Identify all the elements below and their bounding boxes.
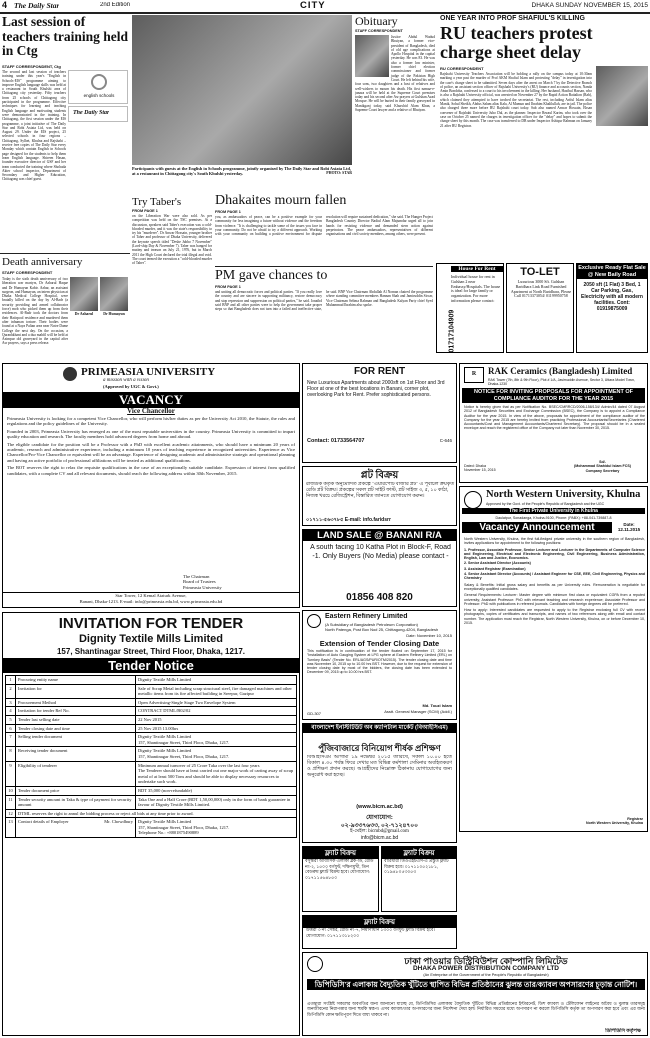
primeasia-vacancy: VACANCY [3,392,299,408]
tender-row-no: 9 [6,761,16,786]
bicm-web: (www.bicm.ac.bd) [356,804,403,810]
banani-land-body: A south facing 10 Katha Plot in Block-F, Road -1. Only Buyers (No Media) please contact - [310,544,451,560]
tender-row [6,786,297,795]
page-header [0,0,650,12]
nwu-salary: Salary & Benefits: Initial gross salary and benefits as per University rules. Remuneration is negotiable for exceptionally qualified candidates. [464,582,645,591]
primeasia-tagline: a mission with a vision [103,378,149,383]
erl-subtitle: (A Subsidiary of Bangladesh Petroleum Corporation) [325,622,418,627]
tender-row [6,707,297,716]
primeasia-position: Vice Chancellor [127,407,175,415]
tender-row-value: Minimum annual turnover of 25 Crore Taka over the last four years The Tenderer should have at least carried out one major work of carting away of scrap metal of at least 500 Tons and should be able to display necessary resources to undertake such work. [136,761,297,786]
tender-row-value: 22 Nov 2015 [136,715,297,724]
header-rule [0,12,650,14]
plot-sale-body: রাজউক কর্তৃক অনুমোদিত প্রকল্পে "এয়ারপোর্ট বাজার প্লট" এ পূর্বাচল ক্রয়কৃত রেডি প্লট বিক্রয়। প্রকল্পের সকল প্লট সাইট ফাস্ট, প্লট সাইজ ৩, ৫, ১০ কাঠা, নিজস্ব খরচে রেজিস্ট্রেশন, বিস্তারিত জানতে যোগাযোগ করুন। [306,482,455,499]
primeasia-para1: Primeasia University is looking for a competent Vice Chancellor, who will perform his/her duties as per the University Act 2010, the Statute, the rules and regulations and the policy guidelines of the University. [7,416,295,427]
tender-row-label [16,818,136,838]
primeasia-para2: Founded in 2003, Primeasia University has emerged as one of the most reputable universities in the country. Primeasia University is committed to impart quality education and research. The faculty members hold advanced degrees from home and abroad. [7,428,295,440]
erl-signer-title: Asstt. General Manager (SCM) (Addl.) [384,709,452,714]
frompage-dhakaites: FROM PAGE 1 [215,210,241,214]
nwu-logo-icon [464,491,482,509]
ad-house-for-rent [436,263,504,353]
tender-row-value: Dignity Textile Mills Limited [136,676,297,685]
tender-row-no: 12 [6,809,16,818]
exclusive-flat-title: Exclusive Ready Flat Sale @ New Baily Road [578,265,646,278]
primeasia-para4: The BOT reserves the right to relax the requisite qualifications in the case of an exceptionally suitable candidate. Expression of interest from qualified candidates, with a complete CV and all relevant documents, should reach the following address within 30th November, 2015. [7,465,295,476]
erl-date: Date: November 10, 2015 [406,633,452,638]
primeasia-body [7,416,295,576]
body-ru-teachers [440,72,648,262]
tender-row-no: 2 [6,684,16,698]
flat-sale-2-body: বারিধারা ডিওএইচএস-এ প্রস্তুত ফ্ল্যাট বিক্রয় হবে। ০১৭১১০৫২১৮১, ০১৯৪৮০৫৩০৫৩ [384,858,449,874]
tender-row-no: 6 [6,724,16,733]
flat-sale-2-title: ফ্ল্যাট বিক্রয় [382,847,456,859]
nwu-item4: 4. Senior Assistant Director (Accounts) / Assistant Engineer for CSE, EEE, Civil Engineering, Physics and Chemistry [464,572,645,581]
daily-star-logo-text: The Daily Star [73,110,110,116]
tender-company: Dignity Textile Mills Limited [78,633,224,645]
tender-row-value: Dignity Textile Mills Limited 157, Shantinagar Street, Third Floor, Dhaka, 1217. [136,733,297,747]
erl-address: North Patenga, Post Box No# 25, Chittagong-4204, Bangladesh [325,627,439,632]
frompage-try-tabers: FROM PAGE 1 [132,209,158,213]
bicm-contact-heading: যোগাযোগ: [366,815,393,821]
tender-row-label: Invitation for tender Ref No. [16,707,136,716]
headline-ru-teachers: RU teachers protest charge sheet delay [440,24,593,62]
tender-row [6,733,297,747]
ad-bicm [302,723,457,843]
tender-row-value: Open Advertising-Single Stage Two Envelope System [136,698,297,707]
primeasia-para3: The eligible candidate for the position will be a Professor with a PhD with excellent academic attainments, who should have a minimum 20 years of academic, research and administrative experience, including a minimum 10 years of teaching experience in recognized universities. Experience as Vice Chancellor/Pro-Vice Chancellor or equivalent will be an advantage. Experience of designing academic and administrative strategic and operational planning and having an active portfolio of professional affiliations will be treated as additional qualifications. [7,441,295,463]
byline-ru-teachers: RU CORRESPONDENT [440,66,484,71]
dpdc-title-en: DHAKA POWER DISTRIBUTION COMPANY LTD [412,965,559,972]
erl-company: Eastern Refinery Limited [325,613,408,620]
body-obituary [355,35,435,185]
frompage-pm-gave: FROM PAGE 1 [215,285,241,289]
banani-land-title: LAND SALE @ BANANI R/A [303,530,456,541]
plot-sale-title: প্লট বিক্রয় [360,470,399,481]
obituary-text: Justice Abdul Wadud Bhuiyan, a former vice-president of Bangladesh, died of old age complications at Apollo Hospital in the capital yesterday. He was 83. He was also a former law minister, former chief election commissioner and former judge of the Pakistan High Court. He left behind his wife, four sons, two daughters and a host of relatives and well-wishers to mourn his death. His first namaz-e-janaza will be held at the Supreme Court premises today and his second after Asr prayers at Gulshan Azad Mosque. He will be buried in their family graveyard in Manikganj today, said Khurshid Alam Khan, a Supreme Court lawyer and a relative of Bhuiyan. [355,35,435,113]
english-schools-logo [68,70,128,104]
tender-row-label: DTML reserves the right to annul the bidding process or reject all bids at any time prior to award. [16,809,297,818]
tender-row [6,809,297,818]
section-title: CITY [300,0,326,11]
bicm-phone: ০২-৯৩৩৭৬৩৩, ০২-৭১২৪৭০০ [340,823,419,829]
byline-death: STAFF CORRESPONDENT [2,270,53,275]
tender-table [5,675,297,838]
tender-row [6,795,297,809]
dpdc-title-bn: ঢাকা পাওয়ার ডিস্ট্রিবিউশন কোম্পানি লিমিটেড [404,956,568,966]
tender-row [6,761,297,786]
body-death: Today is the sixth death anniversary of two liberation war martyrs, Dr Azharul Haque and Dr Humayun Kabir. Azhar, an assistant surgeon, and Humayun, an intern physician at Dhaka Medical College Hospital, were brutally killed on the day by Al-Badr (a security providing and armed collaborator force) mob who picked them up from their residences. Al-Badr took the doctors from their Hatirpool residence and murdered them after inhuman torture. Their bodies were found at a Naya Paltan area near Notre Dame College the next day. On the occasion, a Quranhkhani and a dua mahfil will be held at Azimpur old graveyard in the capital after Asr prayers, says a press release. [2,277,68,346]
ad-exclusive-flat [576,263,648,353]
tender-row-label-text: Contact details of Employer [18,819,69,825]
tender-row-value: CONTRACT DTML/B02/02 [136,707,297,716]
byline-english-schools: STAFF CORRESPONDENT, Ctg [2,64,61,69]
for-rent-code: C-646 [439,438,452,443]
ru-teachers-text: Rajshahi University Teachers Association will be holding a rally on the campus today at 10:30am marking a year past the murder of Prof AKM Shafiul Islam and protesting "delay" in investigation into the case's charge sheet to be submitted. Seven days after the arrest on March 7 by the Detective Branch of police, an assistant section officer of Rajshahi University's (RU) finance and accounts section, Nanda Amin Bondoba, confessed to a court to his involvement in the killing. Her husband, Hasibul Hassan, who is also a Rajshahi University official, was arrested on November 27 by the Rapid Action Battalion (Rab), which claimed they attempted to have torched the secretariat. The rest, including Ariful Islam alias Manik, Sohul Sheikh, Abdus Salam alias Kala, Al Mamun and Ibrahim Khalilullah, are in jail. The police also charged three more before RU Rajshahi court today. Sub also named Anwar Hossain, Ehsan convener of Rajshahi University Jubo Dal, as the planner. Inspector Rezaul Karim, who took over the case on October 25 named the charges in investigation officer for the "delay" and hopes to submit the charge sheet by this month. The case was transferred to DB under Inspector Ashiqur Rahman on January 21 after RU Registrar. [440,72,592,128]
nwu-general: General Requirements: Lecturer: Master degree with minimum first class or equivalent CGPA from a reputed university; Assistant Professor: PhD with relevant teaching and research experience; Associate Professor and Professor: PhD with publications in refereed journals. Candidates with foreign degrees will be preferred. [464,593,645,606]
ad-flat-sale-1 [302,846,379,912]
erl-signer: Md. Touzi Islam [422,703,452,708]
rak-body: Notice is hereby given that as per Notification No. BSEC/CMRRCD/2006-158/134/ Admin/44 dated 07 August 2012 of Bangladesh Securities and Exchange Commission (BSEC), the Company is to appoint a Compliance Auditor for the year 2015. In view of the above, proposals for appointment of the compliance auditor of the Company for the year 2015 are hereby invited from practicing Professional Accountants/Secretaries (Chartered Accountants/Cost and Management Accountants/Chartered Secretary). The proposal should be in a sealed envelope and reach the registered office of the Company not later than November 30, 2015. [464,405,645,431]
rak-address: RAK Tower (7th, 8th & 9th Floor), Plot # 1/A, Jasimuddin Avenue, Sector 3, Uttara Model Town, Dhaka-1230 [488,378,635,386]
tender-row-no: 13 [6,818,16,838]
rak-signer: Sd/- (Mohammad Shahidul Islam FCS) Company Secretary [574,460,631,473]
tender-row-label: Tender closing date and time [16,724,136,733]
house-rent-title: House For Rent [451,266,503,272]
tender-row [6,684,297,698]
body-pm-gave: and uniting all democratic forces and political parties. "If you really love the country and are sincere in supporting militancy, restore democracy and stop repression and suppression on political parties," he said. Jonaibd said BNP and all other parties were to help the government take proper steps so that Bangladesh does not turn into a failed and ineffective state, he said. BNP Vice Chairman Abdullah Al Noman chaired the programme where standing committee members Hannan Shah and Jamiruddin Sircar, Vice Chairman Selima Rahman and Bangladesh Kalyan Party chief Syed Muhammad Ibrahim also spoke. [215,290,433,312]
tender-row-label: Eligibility of tenderer [16,761,136,786]
caption-text: Participants with guests at the English in Schools programme, jointly organised by The Daily Star and Robi Axiata Ltd, at a restaurant in Chittagong city's South Khulshi yesterday. [132,166,351,177]
ad-to-let [506,263,574,353]
tender-row-value: BDT 35,000 (non-refundable) [136,786,297,795]
tender-row [6,818,297,838]
tender-row-value: Taka One and a Half Crore (BDT 1,50,00,000) only in the form of bank guarantee in favour of Dignity Textile Mills Limited. [136,795,297,809]
headline-dhakaites: Dhakaites mourn fallen [215,193,347,208]
nwu-approval: Approved by the Govt. of the People's Republic of Bangladesh and the UGC [486,502,605,506]
dpdc-headline: ডিপিডিসি'র এলাকায় বৈদ্যুতিক খুঁটিতে স্থাপিত বিভিন্ন প্রতিষ্ঠানের ঝুলন্ত তার/ক্যাবল অপসারণের চূড়ান্ত নোটিশ। [307,979,645,990]
dateline: DHAKA SUNDAY NOVEMBER 15, 2015 [531,2,648,9]
headline-try-tabers: Try Taber's [132,196,182,208]
banani-land-phone: 01856 408 820 [346,592,413,603]
bicm-email2: info@bicm.ac.bd [360,835,399,841]
tender-row-value: Dignity Textile Mills Limited 157, Shantinagar Street, Third Floor, Dhaka, 1217. [136,747,297,761]
ad-plot-sale [302,466,457,526]
tender-row-no: 5 [6,715,16,724]
for-rent-contact: Contact: 01733564707 [307,438,365,444]
nwu-intro: North Western University, Khulna, the first full-fledged private university in the southern region of Bangladesh, invites applications for appointment to the following positions: [464,537,645,546]
nwu-name: North Western University, Khulna [486,489,641,500]
bicm-email: ই-মেইল: bicmbd@gmail.com [350,829,409,834]
nwu-item2: 2. Senior Assistant Director (Accounts) [464,561,531,566]
edition-label: 2nd Edition [100,2,131,8]
logo-text: english schools [83,93,115,98]
tender-row-label: Tender last selling date [16,715,136,724]
house-rent-body: Individual house for rent in Gulshan 2 near Embassy/Hospitals. The house is ideal for large family or organization. For more information please contact: [451,275,501,303]
nwu-heading: Vacancy Announcement [462,522,612,533]
tender-contact-person: Mr. Chowdhury [104,819,133,825]
tender-title: INVITATION FOR TENDER [58,615,244,632]
for-rent-body: New Luxurious Apartments about 2000sft on 1st Floor and 3rd Floor at one of the best locations in Banani, corner plot, overlooking Park for Rent. Prefer sophisticated persons. [307,380,445,398]
nwu-address: Daulatpur, Sonadanga, Khulna-9100, Phone: (PABX): +88-041-739887-8 [495,516,612,520]
body-english-schools: The second and last session of teachers training under this year's "English in Schools-EIS" programme aiming to improve English language skills was held at a restaurant in South Khulshi area of Chittagong city yesterday. Fifty teachers from 25 schools of Chittagong city participated in the programme. Effective techniques for learning and teaching English language and motivating students were demonstrated in the training. In Chittagong, the first session under the EIS programme, a joint initiative of The Daily Star and Robi Axiata Ltd, was held on August 29. Under the EIS project, 25 selected schools in four regions – Chittagong, Sylhet, Khulna and Rajshahi – receive free copies of The Daily Star every Monday which contain English in Schools page designed for the students to help them learn English language. Shireen Hasan, founder executive director of GSF and her team conducted the training where Shohada Akter school inspector, Department of Secondary and Higher Education, Chittagong was chief guest. [2,70,66,182]
ad-flat-sale-2 [381,846,457,912]
bicm-subtitle: পুঁজিবাজারে বিনিয়োগ শীর্ষক প্রশিক্ষণ [318,743,441,753]
ad-flat-sale-3 [302,915,457,949]
photo-english-schools [132,15,352,165]
tender-row-label: Procuring entity name [16,676,136,685]
primeasia-footer: Star Tower, 12 Kemal Ataturk Avenue, [3,592,299,598]
tender-row-no: 1 [6,676,16,685]
primeasia-logo-icon [63,367,77,381]
primeasia-name: PRIMEASIA UNIVERSITY [81,366,216,378]
bicm-body: বিআইসিএম আগামী ১৯ নভেম্বর ২০১৫ তারিখে, সকাল ১০.০০ হতে বিকাল ৪.৩০ পর্যন্ত ফিরে দেখার মত বিভিন্ন কর্মশালা সেমিনার অবহিতকরণ ও প্রশিক্ষণ প্রদান করছে। আগ্রহীদের নিম্নোক্ত ঠিকানায় যোগাযোগের জন্য অনুরোধ করা হচ্ছে। [307,755,452,778]
tender-row-no: 8 [6,747,16,761]
primeasia-signoff: The Chairman Board of Trustees Primeasia University [183,574,222,590]
tender-row-no: 11 [6,795,16,809]
english-schools-icon [91,74,107,90]
nwu-item1: 1. Professor, Associate Professor, Senior Lecturer and Lecturer in the Departments of Computer Science and Engineering, Electrical and Electronic Engineering, Civil Engineering, Business Administration, English, Law and Justice, Economics. [464,547,645,561]
photo-dr-humayun [100,277,128,311]
flat-sale-1-title: ফ্ল্যাট বিক্রয় [303,847,378,859]
byline-obituary: STAFF CORRESPONDENT [355,29,403,33]
body-try-tabers: on the Liberation War were also sold. As per competition was held on the TSC premises. At a discussion, speakers said Taber's execution was a cold-blooded murder, and it was the state's responsibility to try his "murderer". Dr Anwar Hossain, younger brother of Taher and professor of Dhaka University, delivered the keynote speech titled "Deshe Jubbo 7 November" (Lord-ship Day & November 7). Taher was hanged for mutiny and treason on July 21, 1976, but in March 2011 the High Court declared the trial illegal and void. The court termed the execution a "cold-blooded murder of Taher". [132,214,212,266]
exclusive-flat-body: 2050 sft (1 Flat) 3 Bed, 1 Car Parking, Gas, Electricity with all modern facilities. Cont: 01919875009 [581,282,643,312]
tender-notice-title: Tender Notice [3,658,299,673]
to-let-body: Luxurious 3000 Sft. Gulshan Baridhara Link Road Furnished Apartment at North Baridhara, Please Call 01713373054/ 01199950758 [510,280,572,299]
ad-north-western-university [459,486,648,832]
tender-row-label: Procurement Method [16,698,136,707]
erl-logo-icon [307,614,321,628]
daily-star-logo [68,106,128,122]
rak-logo-icon: R [464,367,484,383]
tender-row-value: Sale of Scrap Metal including scrap structural steel, fire damaged machines and other metallic items from its fire affected building in Sreepur, Gazipur [136,684,297,698]
ad-rak-ceramics [459,363,648,483]
ad-for-rent [302,363,457,463]
primeasia-footer-email: Banani, Dhaka-1213. E-mail: info@primeasia.edu.bd, www.primeasia.edu.bd [79,599,223,604]
erl-body: This notification is in continuation of the tender floated on September 17, 2015 for "Installation of Auto Gauging System at LPG sphere at Eastern Refinery Limited (ERL) on Turnkey Basis" (Tender No. ERL/AGS/PUR/OTM/2015). The tender closing date and time was November 10, 2015 up to 10.00 hrs BST. However, due to the request for extension of tender closing date by most of the bidders, the closing date has been extended to December 09, 2015 up to 10.00 hrs BST. [307,649,452,675]
headline-death-anniversary: Death anniversary [2,256,83,268]
headline-obituary: Obituary [355,15,398,28]
primeasia-approval: (Approved by UGC & Govt.) [103,384,159,389]
headline-english-schools: Last session of teachers training held in Ctg [2,15,128,58]
tender-row-label: Tender document price [16,786,136,795]
house-rent-phone: 01717104909 [448,309,456,353]
photo-credit: PHOTO: STAR [326,171,352,176]
dpdc-signer: ডিপিডিসি কর্তৃপক্ষ [605,1029,641,1034]
page-number: 4 [2,0,8,10]
flat-sale-1-body: বসুন্ধরা আবাসিক এলাকা ব্লক-ডি, রোড নং-২, ১৫০০ বর্গফুট, দক্ষিণমুখী, তিন বেডরুম ফ্ল্যাট বিক্রয় হবে। যোগাযোগ: ০১৭১১৫৬৪৮৫০ [305,858,374,880]
tender-row [6,747,297,761]
rak-date: Dated: Dhaka November 15, 2015 [464,464,496,473]
nwu-date: Date: 12.11.2015 [617,522,641,532]
caption-dr-azharul: Dr Azharul [74,312,94,316]
body-english-schools-cont [68,124,128,252]
tender-row-no: 4 [6,707,16,716]
tender-row [6,676,297,685]
tender-row-label: Receiving tender document [16,747,136,761]
rak-notice-title: NOTICE FOR INVITING PROPOSALS FOR APPOINTMENT OF COMPLIANCE AUDITOR FOR THE YEAR 2015 [462,388,645,403]
ad-dpdc [302,952,648,1036]
paper-name: The Daily Star [14,1,60,10]
rak-company: RAK Ceramics (Bangladesh) Limited [488,366,633,376]
caption-english-schools [132,166,352,186]
nwu-motto: The First Private University in Khulna [462,508,645,514]
ad-eastern-refinery [302,610,457,720]
ad-banani-land [302,529,457,607]
tender-row-no: 10 [6,786,16,795]
flat-sale-3-body: উত্তরা ৩ নং সেক্টর, রোড নং-৭, নির্মাণাধীন ১৩০০ বর্গফুট ফ্ল্যাট বিক্রয় হবে। যোগাযোগ: ০১৭১১৩১৮২০০ [306,927,435,938]
tender-row-label: Tender security amount in Taka & type of payment for security amount [16,795,136,809]
caption-dr-humayun: Dr Humayun [103,312,125,316]
tender-row-label: Selling tender document [16,733,136,747]
dpdc-body: এতদ্বারা সংশ্লিষ্ট সকলের অবগতির জন্য জানানো যাচ্ছে যে, ডিপিডিসির এলাকায় বৈদ্যুতিক খুঁটিতে বিভিন্ন প্রতিষ্ঠানের ইন্টারনেট, ডিশ ক্যাবল ও টেলিফোন লাইনের অবৈধ ও ঝুলন্ত তারসমূহ জনজীবনের নিরাপত্তার জন্য হুমকি স্বরূপ। এসব ক্যাবল/তার অপসারণের জন্য নির্দেশনা দেয়া হল। নির্ধারিত সময়ের মধ্যে অপসারণ না করলে ডিপিডিসি কর্তৃক তা অপসারণ করা হবে এবং এর জন্য ডিপিডিসি কোন ক্ষতিপূরণ দিতে বাধ্য থাকবে না। [307,1001,645,1017]
tender-row-no: 3 [6,698,16,707]
bicm-title: বাংলাদেশ ইনস্টিটিউট অব ক্যাপিটাল মার্কেট (বিআইসিএম) [303,724,456,733]
headline-pm-gave: PM gave chances to [215,268,328,283]
tender-row [6,724,297,733]
nwu-body [464,537,645,817]
nwu-item3: 3. Assistant Registrar (Examination) [464,566,526,571]
kicker-ru-teachers: ONE YEAR INTO PROF SHAFIUL'S KILLING [440,15,585,22]
tender-row [6,715,297,724]
tender-row [6,698,297,707]
nwu-how: How to apply: Interested candidates are requested to apply to the Registrar enclosing full CV with recent photographs, copies of certificates and transcripts, and names of two references along with email and contact number. The application must reach the Registrar, North Western University, Khulna, on or before December 10, 2015. [464,608,645,626]
tender-address: 157, Shantinagar Street, Third Floor, Dhaka, 1217. [56,647,246,656]
tender-row-value: Dignity Textile Mills Limited 157, Shantinagar Street, Third Floor, Dhaka, 1217. Telephone No.: +8801875490889 [136,818,297,838]
erl-code: GD-307 [307,711,322,716]
to-let-title: TO-LET [520,266,560,278]
tender-row-value: 25 Nov 2015 13.00hrs [136,724,297,733]
photo-dr-azharul [70,277,98,311]
erl-title: Extension of Tender Closing Date [319,639,440,648]
plot-sale-contact: ০১৭১১-৫৬৩৭৮৫ E-mail: info.faridsrr [306,517,391,523]
dpdc-subtitle: (An Enterprise of the Government of the People's Republic of Bangladesh) [423,973,549,977]
body-dhakaites: you, as ambassadors of peace, can be a positive example for your community for less imagining a future without violence and the freedom from violence. "It is challenging to tackle some of the issues you face in your community. Do not be afraid to try a different approach. Working with your community on building a positive environment for dispute resolution will require sustained dedication," she said. The Hunger Project Bangladesh Country Director Badiul Alam Majumdar urged all to join hands for resisting violence and demanded stern action against perpetrators. The peace ambassadors, representatives of different organisations and civil society members, among others, were present. [215,215,433,237]
tender-row-no: 7 [6,733,16,747]
nwu-signer: Registrar North Western University, Khulna [586,817,643,826]
flat-sale-3-title: ফ্ল্যাট বিক্রয় [303,916,456,928]
ad-primeasia [2,363,300,608]
tender-row-label: Invitation for [16,684,136,698]
ad-tender-dignity [2,612,300,1036]
dpdc-logo-icon [307,956,323,972]
for-rent-title: FOR RENT [353,366,406,377]
